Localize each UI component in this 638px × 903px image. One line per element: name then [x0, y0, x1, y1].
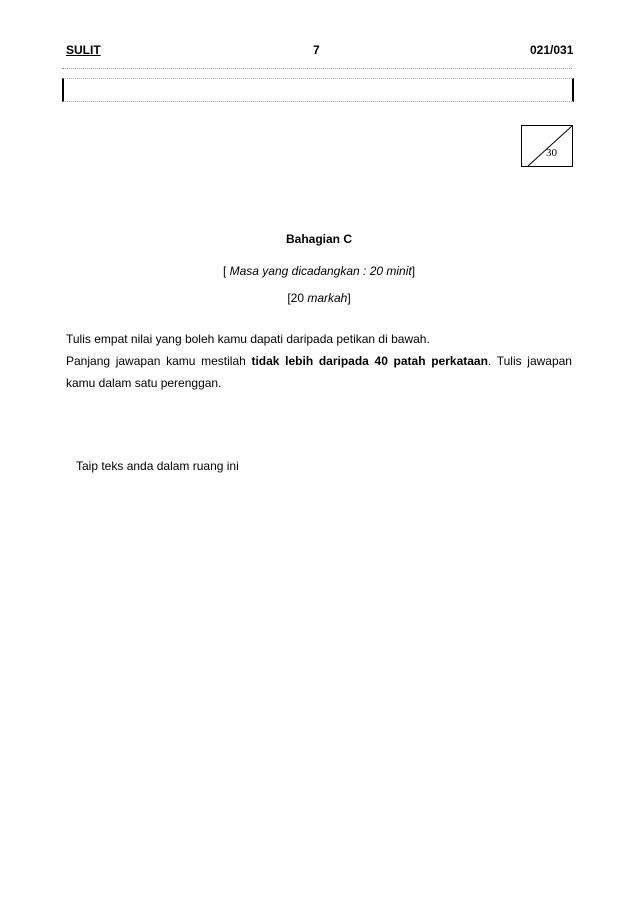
- paper-code: 021/031: [530, 43, 574, 57]
- section-title: Bahagian C: [285, 232, 352, 246]
- score-diagonal: [522, 126, 572, 166]
- marks-open: [20: [287, 291, 308, 305]
- instruction-paragraph: [66, 350, 572, 394]
- score-box: [521, 125, 573, 167]
- time-suggestion: [0, 264, 638, 278]
- instruction-word-limit: tidak lebih daripada 40 patah perkataan: [251, 354, 488, 368]
- score-value: 30: [546, 147, 557, 159]
- instruction-start: Panjang jawapan kamu mestilah: [66, 354, 252, 368]
- time-close: ]: [411, 264, 416, 278]
- header-divider: [62, 68, 572, 69]
- header-sulit: SULIT: [66, 43, 101, 57]
- answer-text-area[interactable]: Taip teks anda dalam ruang ini: [76, 459, 239, 473]
- marks-text: markah: [307, 291, 348, 305]
- time-text: Masa yang dicadangkan : 20 minit: [229, 264, 412, 278]
- answer-strip-field[interactable]: [62, 78, 574, 102]
- marks-close: ]: [347, 291, 351, 305]
- instruction-line-1: Tulis empat nilai yang boleh kamu dapati daripada petikan di bawah.: [66, 332, 430, 346]
- page-number: 7: [313, 43, 320, 57]
- instruction-end: . Tulis jawapan kamu dalam satu perenggan.: [66, 354, 572, 390]
- time-open: [: [222, 264, 230, 278]
- marks-line: [0, 291, 638, 305]
